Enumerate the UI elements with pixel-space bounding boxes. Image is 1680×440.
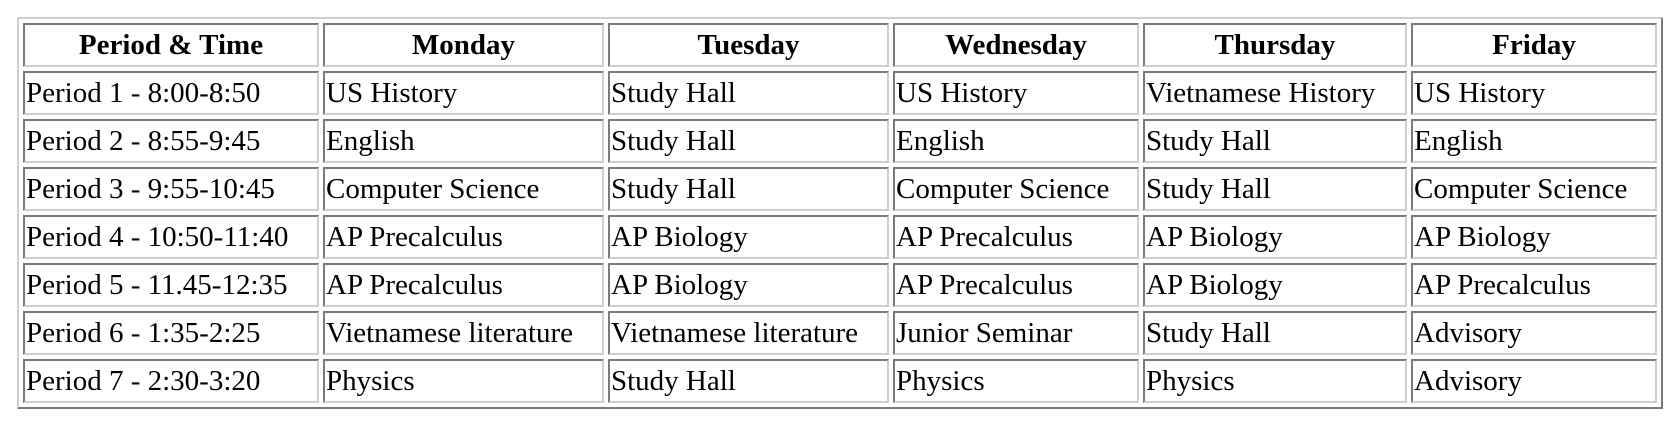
table-row xyxy=(23,215,1657,259)
monday-cell: Computer Science xyxy=(323,167,604,211)
wednesday-cell: AP Precalculus xyxy=(893,215,1139,259)
header-tuesday: Tuesday xyxy=(608,23,889,67)
wednesday-cell: AP Precalculus xyxy=(893,263,1139,307)
monday-cell: US History xyxy=(323,71,604,115)
friday-cell: US History xyxy=(1411,71,1657,115)
table-row xyxy=(23,119,1657,163)
friday-cell: Computer Science xyxy=(1411,167,1657,211)
friday-cell: AP Biology xyxy=(1411,215,1657,259)
tuesday-cell: Study Hall xyxy=(608,119,889,163)
thursday-cell: Physics xyxy=(1143,359,1407,403)
schedule-table xyxy=(17,17,1663,409)
monday-cell: Physics xyxy=(323,359,604,403)
period-cell: Period 1 - 8:00-8:50 xyxy=(23,71,319,115)
tuesday-cell: Study Hall xyxy=(608,71,889,115)
wednesday-cell: English xyxy=(893,119,1139,163)
thursday-cell: Study Hall xyxy=(1143,119,1407,163)
friday-cell: Advisory xyxy=(1411,359,1657,403)
monday-cell: English xyxy=(323,119,604,163)
friday-cell: AP Precalculus xyxy=(1411,263,1657,307)
monday-cell: AP Precalculus xyxy=(323,215,604,259)
header-monday: Monday xyxy=(323,23,604,67)
tuesday-cell: Study Hall xyxy=(608,167,889,211)
friday-cell: English xyxy=(1411,119,1657,163)
table-row xyxy=(23,167,1657,211)
period-cell: Period 2 - 8:55-9:45 xyxy=(23,119,319,163)
table-header xyxy=(23,23,1657,67)
tuesday-cell: AP Biology xyxy=(608,263,889,307)
table-row xyxy=(23,311,1657,355)
period-cell: Period 3 - 9:55-10:45 xyxy=(23,167,319,211)
table-row xyxy=(23,359,1657,403)
wednesday-cell: US History xyxy=(893,71,1139,115)
period-cell: Period 5 - 11.45-12:35 xyxy=(23,263,319,307)
period-cell: Period 7 - 2:30-3:20 xyxy=(23,359,319,403)
thursday-cell: Vietnamese History xyxy=(1143,71,1407,115)
tuesday-cell: Study Hall xyxy=(608,359,889,403)
tuesday-cell: AP Biology xyxy=(608,215,889,259)
header-row xyxy=(23,23,1657,67)
wednesday-cell: Computer Science xyxy=(893,167,1139,211)
wednesday-cell: Physics xyxy=(893,359,1139,403)
thursday-cell: AP Biology xyxy=(1143,263,1407,307)
thursday-cell: Study Hall xyxy=(1143,167,1407,211)
table-body xyxy=(23,71,1657,403)
header-period-time: Period & Time xyxy=(23,23,319,67)
thursday-cell: Study Hall xyxy=(1143,311,1407,355)
tuesday-cell: Vietnamese literature xyxy=(608,311,889,355)
header-thursday: Thursday xyxy=(1143,23,1407,67)
wednesday-cell: Junior Seminar xyxy=(893,311,1139,355)
table-row xyxy=(23,71,1657,115)
period-cell: Period 6 - 1:35-2:25 xyxy=(23,311,319,355)
schedule-container xyxy=(17,17,1663,409)
period-cell: Period 4 - 10:50-11:40 xyxy=(23,215,319,259)
table-row xyxy=(23,263,1657,307)
header-wednesday: Wednesday xyxy=(893,23,1139,67)
friday-cell: Advisory xyxy=(1411,311,1657,355)
monday-cell: AP Precalculus xyxy=(323,263,604,307)
header-friday: Friday xyxy=(1411,23,1657,67)
thursday-cell: AP Biology xyxy=(1143,215,1407,259)
monday-cell: Vietnamese literature xyxy=(323,311,604,355)
